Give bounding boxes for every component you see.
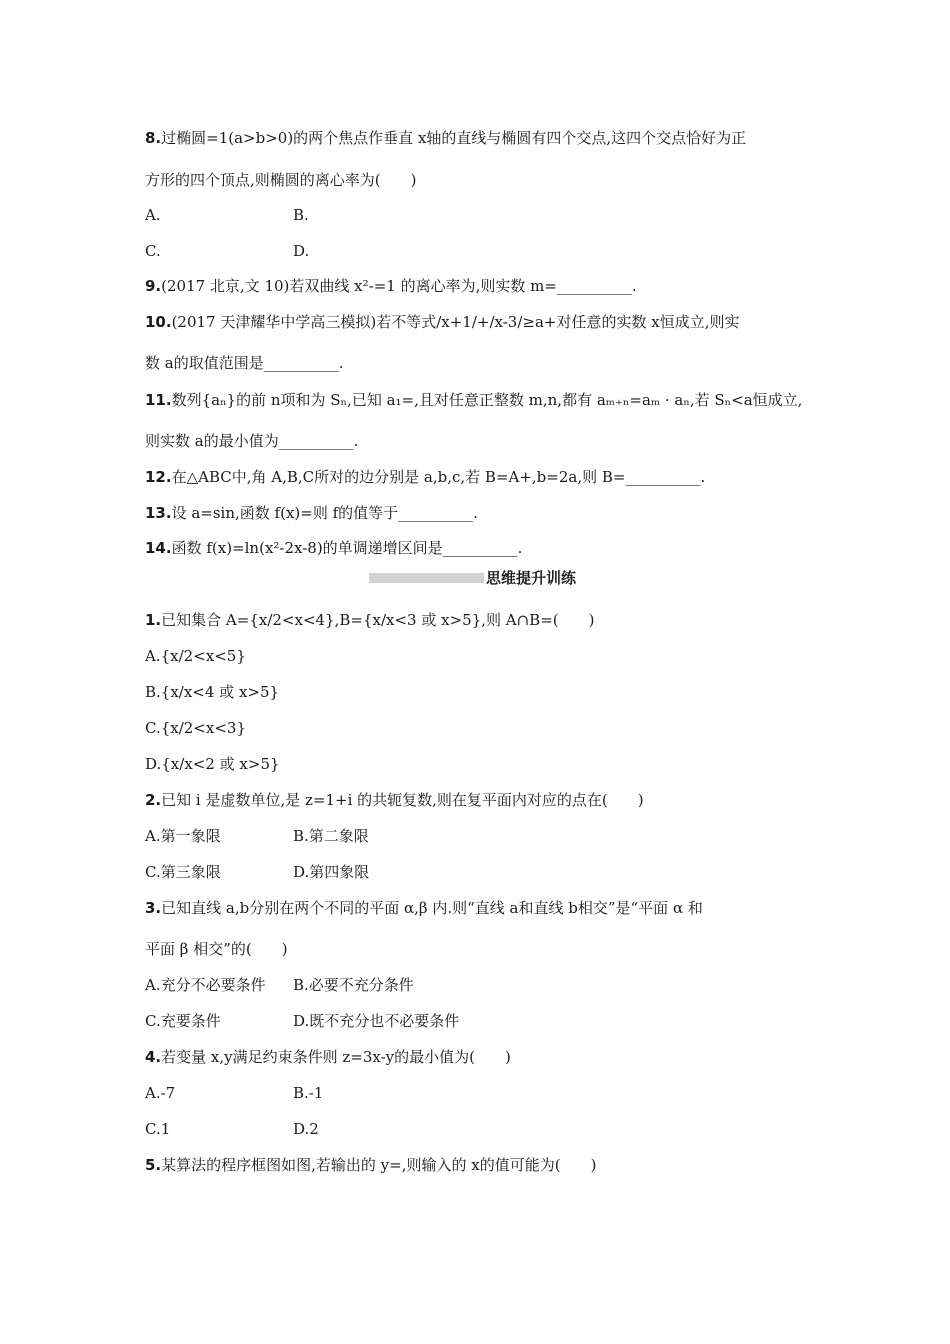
question-text: 函数 f(x)=ln(x²-2x-8)的单调递增区间是__________. <box>171 539 523 557</box>
option-c: C.第三象限 <box>145 863 221 881</box>
question-8-continued: 方形的四个顶点,则椭圆的离心率为( ) <box>145 171 417 189</box>
option-b: B.第二象限 <box>293 827 369 845</box>
option-c: C.1 <box>145 1120 171 1138</box>
question-number: 10. <box>145 313 172 331</box>
question-number: 4. <box>145 1048 162 1066</box>
question-number: 9. <box>145 277 162 295</box>
question-9 <box>145 276 637 296</box>
option-c: C.充要条件 <box>145 1012 221 1030</box>
question-1 <box>145 610 594 630</box>
question-text: 设 a=sin,函数 f(x)=则 f的值等于__________. <box>171 504 478 522</box>
question-number: 11. <box>145 391 172 409</box>
question-text: 某算法的程序框图如图,若输出的 y=,则输入的 x的值可能为( ) <box>161 1156 597 1174</box>
question-text: 过椭圆=1(a>b>0)的两个焦点作垂直 x轴的直线与椭圆有四个交点,这四个交点恰好为正 <box>161 129 747 147</box>
question-text: 若变量 x,y满足约束条件则 z=3x-y的最小值为( ) <box>161 1048 511 1066</box>
question-number: 5. <box>145 1156 162 1174</box>
question-text: 已知直线 a,b分别在两个不同的平面 α,β 内.则“直线 a和直线 b相交”是“平面 α 和 <box>161 899 703 917</box>
option-b: B.{x/x<4 或 x>5} <box>145 683 280 701</box>
option-a: A. <box>145 206 161 224</box>
question-number: 8. <box>145 129 162 147</box>
question-number: 14. <box>145 539 172 557</box>
option-b: B.必要不充分条件 <box>293 976 414 994</box>
option-b: B. <box>293 206 309 224</box>
question-text: 在△ABC中,角 A,B,C所对的边分别是 a,b,c,若 B=A+,b=2a,则 B=__________. <box>171 468 706 486</box>
question-13 <box>145 503 478 523</box>
option-a: A.充分不必要条件 <box>145 976 266 994</box>
option-c: C.{x/2<x<3} <box>145 719 246 737</box>
question-14 <box>145 538 522 558</box>
question-number: 13. <box>145 504 172 522</box>
option-c: C. <box>145 242 161 260</box>
question-text: 已知 i 是虚数单位,是 z=1+i 的共轭复数,则在复平面内对应的点在( ) <box>161 791 644 809</box>
question-2 <box>145 790 644 810</box>
question-11 <box>145 390 802 410</box>
question-4 <box>145 1047 511 1067</box>
question-10-continued: 数 a的取值范围是__________. <box>145 354 344 372</box>
question-11-continued: 则实数 a的最小值为__________. <box>145 432 359 450</box>
section-title: 思维提升训练 <box>486 569 577 587</box>
option-a: A.{x/2<x<5} <box>145 647 246 665</box>
question-text: (2017 北京,文 10)若双曲线 x²-=1 的离心率为,则实数 m=__________. <box>161 277 637 295</box>
option-d: D.第四象限 <box>293 863 370 881</box>
option-d: D.{x/x<2 或 x>5} <box>145 755 280 773</box>
option-a: A.第一象限 <box>145 827 221 845</box>
section-divider-bar <box>369 573 484 583</box>
option-a: A.-7 <box>145 1084 176 1102</box>
question-3-continued: 平面 β 相交”的( ) <box>145 940 288 958</box>
question-number: 12. <box>145 468 172 486</box>
option-d: D.2 <box>293 1120 319 1138</box>
question-5 <box>145 1155 596 1175</box>
question-number: 2. <box>145 791 162 809</box>
option-d: D.既不充分也不必要条件 <box>293 1012 460 1030</box>
option-d: D. <box>293 242 310 260</box>
question-text: 已知集合 A={x/2<x<4},B={x/x<3 或 x>5},则 A∩B=( ) <box>161 611 595 629</box>
question-8 <box>145 128 746 148</box>
question-number: 1. <box>145 611 162 629</box>
question-text: (2017 天津耀华中学高三模拟)若不等式/x+1/+/x-3/≥a+对任意的实数 x恒成立,则实 <box>171 313 740 331</box>
option-b: B.-1 <box>293 1084 324 1102</box>
question-10 <box>145 312 739 332</box>
question-text: 数列{aₙ}的前 n项和为 Sₙ,已知 a₁=,且对任意正整数 m,n,都有 aₘ₊ₙ=aₘ · aₙ,若 Sₙ<a恒成立, <box>171 391 803 409</box>
question-3 <box>145 898 703 918</box>
question-12 <box>145 467 705 487</box>
question-number: 3. <box>145 899 162 917</box>
